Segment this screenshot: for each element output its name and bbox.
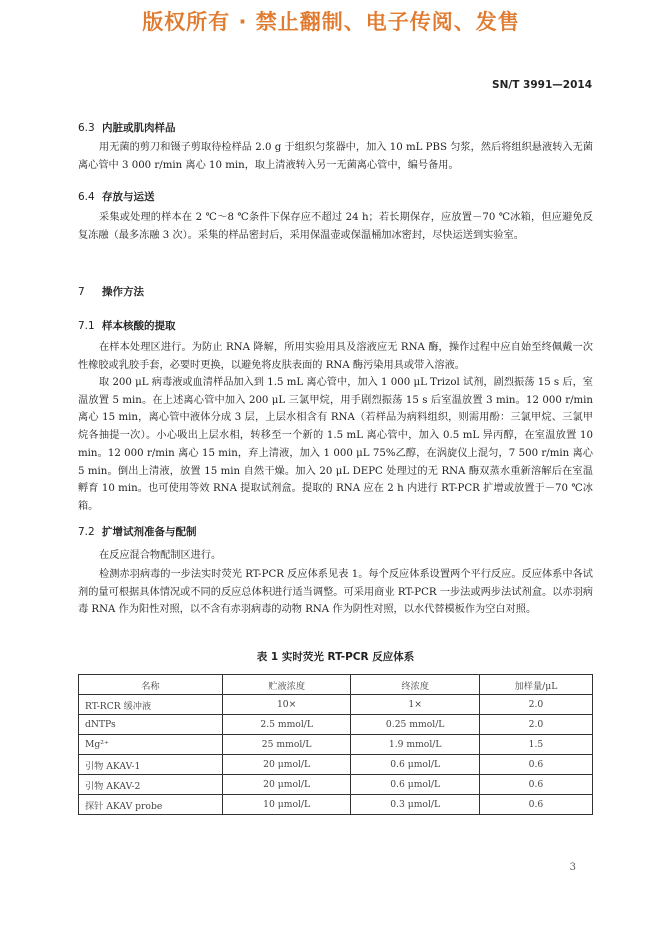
cell: 1.5 xyxy=(479,735,592,755)
paragraph-7-1-a: 在样本处理区进行。为防止 RNA 降解，所用实验用具及溶液应无 RNA 酶，操作过程中应自始至终佩戴一次性橡胶或乳胶手套，必要时更换，以避免将皮肤表面的 RNA 酶污染用具或带入溶液。 xyxy=(78,342,593,371)
cell: 25 mmol/L xyxy=(222,735,351,755)
standard-number: SN/T 3991—2014 xyxy=(492,79,592,91)
table-row xyxy=(79,775,593,795)
heading-7: 7 操作方法 xyxy=(78,286,144,298)
table-row xyxy=(79,715,593,735)
paragraph-6-3: 用无菌的剪刀和镊子剪取待检样品 2.0 g 于组织匀浆器中，加入 10 mL PBS 匀浆，然后将组织悬液转入无菌离心管中 3 000 r/min 离心 10 min，取上清液转入另一无菌离心管中，编号备用。 xyxy=(78,142,593,171)
cell: 2.0 xyxy=(479,695,592,715)
page-number: 3 xyxy=(569,862,576,873)
cell: 10 μmol/L xyxy=(222,795,351,815)
cell: 20 μmol/L xyxy=(222,755,351,775)
heading-6-3: 6.3 内脏或肌肉样品 xyxy=(78,122,176,134)
col-header: 贮液浓度 xyxy=(222,675,351,695)
cell: 引物 AKAV-2 xyxy=(79,775,223,795)
cell: 0.6 xyxy=(479,755,592,775)
cell: 0.25 mmol/L xyxy=(351,715,480,735)
cell: 0.3 μmol/L xyxy=(351,795,480,815)
table-row xyxy=(79,695,593,715)
cell: 10× xyxy=(222,695,351,715)
cell: RT-RCR 缓冲液 xyxy=(79,695,223,715)
watermark: 版权所有 · 禁止翻制、电子传阅、发售 xyxy=(142,10,520,34)
heading-7-1: 7.1 样本核酸的提取 xyxy=(78,320,176,332)
cell: 0.6 xyxy=(479,775,592,795)
cell: 1.9 mmol/L xyxy=(351,735,480,755)
col-header: 名称 xyxy=(79,675,223,695)
col-header: 终浓度 xyxy=(351,675,480,695)
heading-7-2: 7.2 扩增试剂准备与配制 xyxy=(78,526,197,538)
cell: 探针 AKAV probe xyxy=(79,795,223,815)
cell: 20 μmol/L xyxy=(222,775,351,795)
cell: 0.6 xyxy=(479,795,592,815)
table-row xyxy=(79,795,593,815)
cell: 1× xyxy=(351,695,480,715)
table-caption: 表 1 实时荧光 RT-PCR 反应体系 xyxy=(256,651,415,663)
paragraph-6-4: 采集或处理的样本在 2 ℃～8 ℃条件下保存应不超过 24 h；若长期保存，应放置－70 ℃冰箱，但应避免反复冻融（最多冻融 3 次）。采集的样品密封后，采用保温壶或保温桶加冰密封，尽快运送到实验室。 xyxy=(78,212,593,241)
cell: dNTPs xyxy=(79,715,223,735)
cell: 2.5 mmol/L xyxy=(222,715,351,735)
cell: 2.0 xyxy=(479,715,592,735)
table-row xyxy=(79,735,593,755)
heading-6-4: 6.4 存放与运送 xyxy=(78,191,155,203)
cell: 0.6 μmol/L xyxy=(351,775,480,795)
cell: 引物 AKAV-1 xyxy=(79,755,223,775)
table-header-row xyxy=(79,675,593,695)
paragraph-7-2-b: 检测赤羽病毒的一步法实时荧光 RT-PCR 反应体系见表 1。每个反应体系设置两个平行反应。反应体系中各试剂的量可根据具体情况或不同的反应总体积进行适当调整。可采用商业 RT-PCR 一步法或两步法试剂盒。以赤羽病毒 RNA 作为阳性对照，以不含有赤羽病毒的动物 RNA 作为阴性对照，以水代替模板作为空白对照。 xyxy=(78,569,593,616)
paragraph-7-1-b: 取 200 μL 病毒液或血清样品加入到 1.5 mL 离心管中，加入 1 000 μL Trizol 试剂，剧烈振荡 15 s 后，室温放置 5 min。在上述离心管中加入 200 μL 三氯甲烷，用手剧烈振荡 15 s 后室温放置 3 min。12 000 r/min 离心 15 min，离心管中液体分成 3 层，上层水相含有 RNA（若样品为病料组织，则需用酚：三氯甲烷、三氯甲烷各抽提一次）。小心吸出上层水相，转移至一个新的 1.5 mL 离心管中，加入 0.5 mL 异丙醇，在室温放置 10 min。12 000 r/min 离心 15 min，弃上清液，加入 1 000 μL 75%乙醇，在涡旋仪上混匀，7 500 r/min 离心 5 min。倒出上清液，放置 15 min 自然干燥。加入 20 μL DEPC 处理过的无 RNA 酶双蒸水重新溶解后在室温孵育 10 min。也可使用等效 RNA 提取试剂盒。提取的 RNA 应在 2 h 内进行 RT-PCR 扩增或放置于－70 ℃冰箱。 xyxy=(78,377,593,512)
reaction-table xyxy=(78,674,593,815)
cell: 0.6 μmol/L xyxy=(351,755,480,775)
cell: Mg²⁺ xyxy=(79,735,223,755)
paragraph-7-2-a: 在反应混合物配制区进行。 xyxy=(99,550,222,561)
col-header: 加样量/μL xyxy=(479,675,592,695)
table-row xyxy=(79,755,593,775)
